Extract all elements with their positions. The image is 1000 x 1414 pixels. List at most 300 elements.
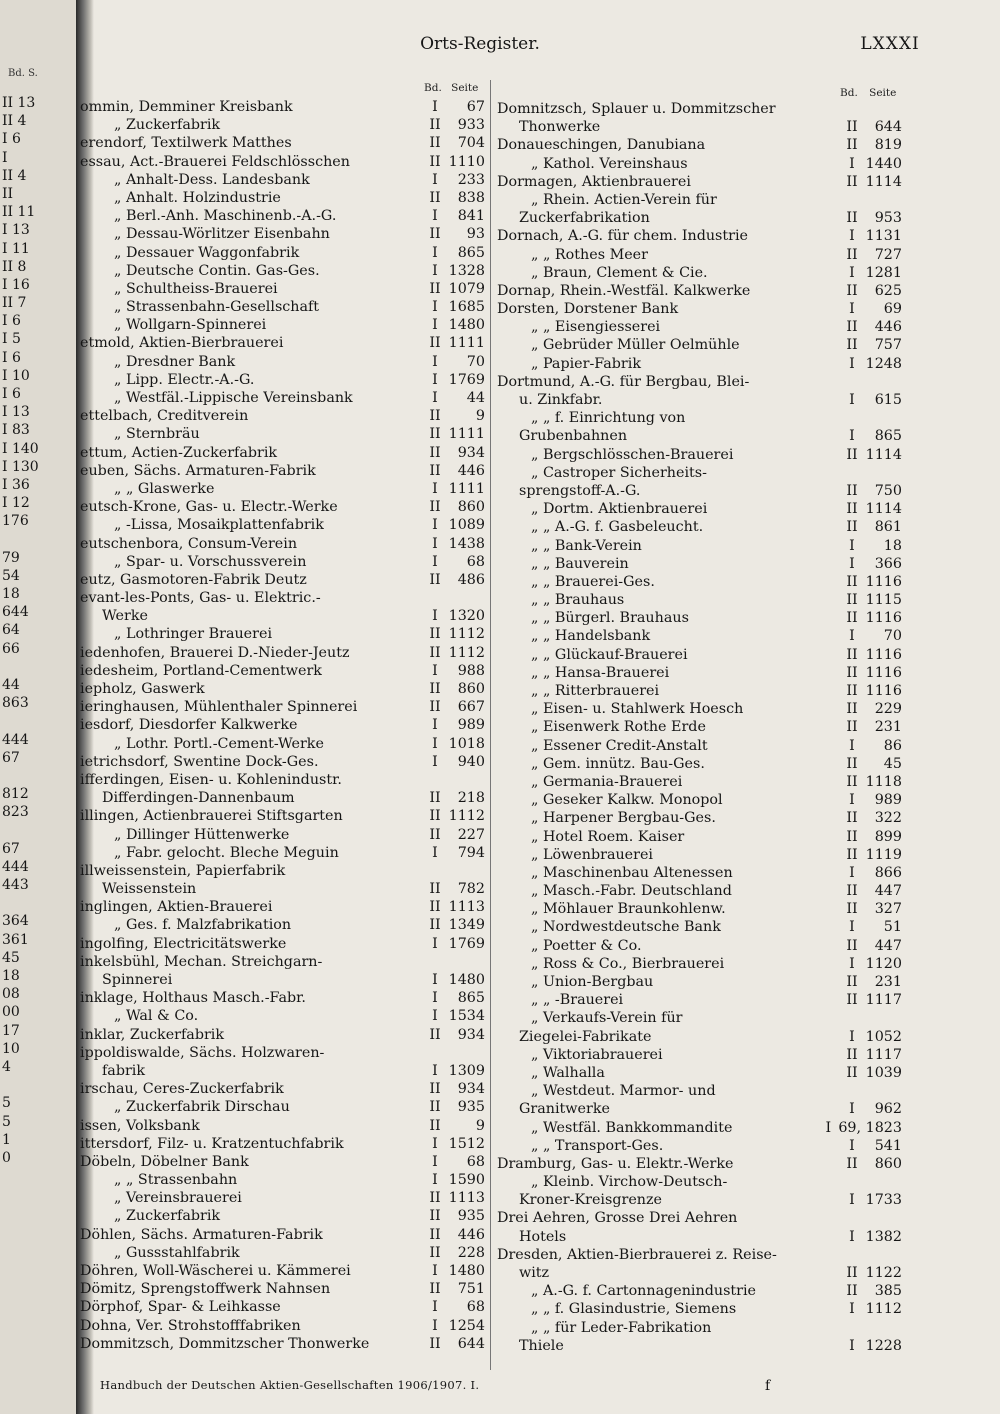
previous-page-line: I 83 — [2, 422, 30, 439]
index-entry — [80, 862, 485, 880]
entry-name: illweissenstein, Papierfabrik — [80, 862, 286, 879]
previous-page-line: I 6 — [2, 349, 21, 366]
entry-name: „ A.-G. f. Cartonnagenindustrie — [531, 1283, 757, 1300]
entry-volume: II — [846, 592, 858, 609]
entry-page: 1116 — [865, 573, 902, 590]
entry-page: 704 — [457, 135, 485, 152]
index-entry — [80, 644, 485, 662]
entry-page: 446 — [457, 462, 485, 479]
entry-volume: I — [849, 1028, 855, 1045]
entry-page: 861 — [874, 519, 902, 536]
index-entry — [497, 1282, 902, 1300]
footer-text: Handbuch der Deutschen Aktien-Gesellschaften 1906/1907. I. — [100, 1378, 480, 1392]
index-entry — [497, 227, 902, 245]
previous-page-line: II 8 — [2, 258, 27, 275]
index-entry — [497, 155, 902, 173]
entry-page: 1116 — [865, 664, 902, 681]
index-entry — [497, 136, 902, 154]
entry-volume: I — [432, 299, 438, 316]
entry-volume: II — [429, 808, 441, 825]
index-entry — [80, 316, 485, 334]
entry-volume: I — [432, 480, 438, 497]
previous-page-line: 176 — [2, 513, 29, 530]
index-entry — [80, 535, 485, 553]
entry-volume: I — [432, 717, 438, 734]
page-number: LXXXI — [860, 34, 920, 54]
entry-name: fabrik — [102, 1062, 146, 1079]
entry-page: 934 — [457, 1081, 485, 1098]
entry-volume: I — [432, 1062, 438, 1079]
entry-page: 989 — [457, 717, 485, 734]
entry-volume: II — [846, 446, 858, 463]
index-entry — [497, 882, 902, 900]
entry-volume: I — [432, 517, 438, 534]
entry-name: inglingen, Aktien-Brauerei — [80, 899, 273, 916]
entry-name: „ „ Hansa-Brauerei — [531, 664, 670, 681]
index-entry — [497, 555, 902, 573]
entry-volume: I — [849, 392, 855, 408]
index-entry — [80, 1117, 485, 1135]
previous-page-line — [2, 531, 76, 549]
entry-volume: I — [849, 919, 855, 936]
entry-name: Dornap, Rhein.-Westfäl. Kalkwerke — [497, 282, 751, 299]
entry-page: 935 — [457, 1099, 485, 1116]
entry-page: 866 — [874, 864, 902, 881]
entry-volume: I — [432, 208, 438, 225]
entry-page: 366 — [874, 555, 902, 572]
entry-volume: II — [429, 1190, 441, 1207]
entry-page: 51 — [883, 919, 902, 936]
entry-page: 18 — [883, 537, 902, 554]
entry-page: 644 — [874, 119, 902, 136]
entry-name: sprengstoff-A.-G. — [519, 482, 641, 499]
entry-volume: I — [432, 1135, 438, 1152]
index-entry — [80, 1262, 485, 1280]
entry-page: 1382 — [865, 1228, 902, 1245]
index-entry — [497, 864, 902, 882]
previous-page-line: 64 — [2, 622, 20, 639]
entry-page: 1438 — [448, 535, 485, 552]
entry-volume: II — [429, 1226, 441, 1243]
entry-page: 1018 — [448, 735, 485, 752]
index-entry — [497, 609, 902, 627]
entry-name: etmold, Aktien-Bierbrauerei — [80, 335, 284, 352]
entry-volume: II — [846, 901, 858, 918]
index-entry — [497, 900, 902, 918]
entry-name: Drei Aehren, Grosse Drei Aehren — [497, 1210, 738, 1227]
entry-volume: II — [429, 462, 441, 479]
index-entry — [80, 371, 485, 389]
entry-name: „ Schultheiss-Brauerei — [114, 280, 278, 297]
entry-name: „ Braun, Clement & Cie. — [531, 264, 708, 281]
index-entry — [80, 389, 485, 407]
entry-name: Weissenstein — [102, 881, 197, 898]
signature-mark: f — [765, 1378, 771, 1394]
entry-name: „ Sternbräu — [114, 426, 200, 443]
entry-page: 69 — [883, 301, 902, 318]
entry-name: „ „ für Leder-Fabrikation — [531, 1319, 712, 1336]
seite-header: Seite — [451, 82, 479, 94]
seite-header: Seite — [869, 87, 897, 99]
entry-name: „ „ Bürgerl. Brauhaus — [531, 610, 689, 627]
entry-page: 486 — [457, 571, 485, 588]
index-entry — [80, 571, 485, 589]
entry-name: Werke — [102, 608, 148, 625]
entry-page: 1111 — [448, 335, 485, 352]
entry-page: 757 — [874, 337, 902, 354]
entry-page: 782 — [457, 881, 485, 898]
entry-name: „ Dessauer Waggonfabrik — [114, 244, 300, 261]
previous-page-line: 1 — [2, 1131, 11, 1148]
index-entry — [80, 189, 485, 207]
entry-name: inklar, Zuckerfabrik — [80, 1026, 225, 1043]
entry-volume: II — [429, 699, 441, 716]
entry-volume: I — [432, 99, 438, 115]
entry-volume: I — [849, 737, 855, 754]
entry-name: iesdorf, Diesdorfer Kalkwerke — [80, 717, 298, 734]
entry-volume: II — [846, 664, 858, 681]
entry-name: Dömitz, Sprengstoffwerk Nahnsen — [80, 1281, 331, 1298]
index-entry — [497, 846, 902, 864]
entry-volume: II — [846, 1046, 858, 1063]
entry-volume: I — [849, 955, 855, 972]
index-entry — [80, 989, 485, 1007]
index-entry — [80, 916, 485, 934]
index-entry — [497, 464, 902, 482]
index-entry — [497, 1119, 902, 1137]
entry-page: 865 — [457, 244, 485, 261]
entry-page: 1534 — [448, 1008, 485, 1025]
index-entry — [497, 373, 902, 391]
index-entry — [497, 664, 902, 682]
previous-page-column — [2, 94, 76, 1331]
index-entry — [80, 662, 485, 680]
previous-page-line: 4 — [2, 1058, 11, 1075]
entry-name: Dörphof, Spar- & Leihkasse — [80, 1299, 281, 1316]
index-entry — [80, 1026, 485, 1044]
index-entry — [80, 1317, 485, 1335]
entry-name: „ „ Eisengiesserei — [531, 319, 661, 336]
entry-name: Spinnerei — [102, 972, 173, 988]
previous-page-line — [2, 712, 76, 730]
previous-page-line: II 4 — [2, 167, 27, 184]
previous-page-line: I 5 — [2, 331, 21, 348]
entry-name: ommin, Demminer Kreisbank — [80, 99, 293, 115]
previous-page-line: 644 — [2, 604, 29, 621]
entry-volume: I — [432, 317, 438, 334]
index-entry — [497, 246, 902, 264]
index-entry — [80, 1135, 485, 1153]
entry-volume: I — [849, 1137, 855, 1154]
entry-volume: II — [846, 1283, 858, 1300]
entry-volume: II — [846, 519, 858, 536]
previous-page-strip — [0, 0, 78, 1414]
entry-page: 233 — [457, 171, 485, 188]
index-entry — [80, 462, 485, 480]
entry-name: Grubenbahnen — [519, 428, 628, 445]
entry-volume: I — [432, 244, 438, 261]
entry-name: „ „ Brauerei-Ges. — [531, 573, 655, 590]
entry-volume: II — [429, 408, 441, 425]
entry-name: witz — [519, 1265, 550, 1281]
entry-name: „ Eisen- u. Stahlwerk Hoesch — [531, 701, 744, 718]
entry-name: „ Kathol. Vereinshaus — [531, 155, 688, 172]
entry-volume: II — [429, 1026, 441, 1043]
entry-volume: II — [846, 701, 858, 718]
entry-name: „ Zuckerfabrik — [114, 117, 221, 134]
entry-page: 1281 — [865, 264, 902, 281]
index-entry — [80, 153, 485, 171]
index-entry — [80, 334, 485, 352]
index-entry — [80, 680, 485, 698]
index-entry — [80, 171, 485, 189]
entry-volume: I — [432, 608, 438, 625]
entry-page: 68 — [466, 1299, 485, 1316]
entry-name: Hotels — [519, 1228, 567, 1245]
previous-page-line: II — [2, 185, 14, 202]
entry-volume: I — [849, 792, 855, 809]
previous-page-line — [2, 1185, 76, 1203]
previous-page-line — [2, 1240, 76, 1258]
entry-page: 934 — [457, 1026, 485, 1043]
entry-page: 615 — [874, 392, 902, 408]
entry-volume: II — [429, 1099, 441, 1116]
entry-volume: II — [429, 1335, 441, 1352]
entry-page: 819 — [874, 137, 902, 154]
index-entry — [80, 1207, 485, 1225]
index-entry — [80, 244, 485, 262]
index-entry — [80, 298, 485, 316]
entry-page: 727 — [874, 246, 902, 263]
entry-volume: II — [429, 1117, 441, 1134]
entry-volume: II — [846, 1265, 858, 1281]
entry-volume: II — [846, 119, 858, 136]
index-entry — [497, 1155, 902, 1173]
entry-page: 1119 — [865, 846, 902, 863]
entry-name: „ Dortm. Aktienbrauerei — [531, 501, 708, 518]
index-entry — [497, 391, 902, 409]
entry-volume: II — [429, 135, 441, 152]
entry-page: 1120 — [865, 955, 902, 972]
previous-page-line: I — [2, 149, 8, 166]
entry-name: eutsch-Krone, Gas- u. Electr.-Werke — [80, 499, 338, 516]
entry-page: 667 — [457, 699, 485, 716]
entry-name: „ Dresdner Bank — [114, 353, 236, 370]
entry-name: „ Papier-Fabrik — [531, 355, 641, 372]
previous-page-line: 54 — [2, 567, 20, 584]
entry-volume: II — [846, 683, 858, 699]
entry-volume: II — [429, 1281, 441, 1298]
entry-name: „ Eisenwerk Rothe Erde — [531, 719, 706, 736]
previous-page-line: 67 — [2, 749, 20, 766]
entry-page: 988 — [457, 662, 485, 679]
index-entry — [80, 935, 485, 953]
entry-name: „ Viktoriabrauerei — [531, 1046, 663, 1063]
entry-volume: II — [429, 189, 441, 206]
previous-page-line — [2, 1167, 76, 1185]
previous-page-line — [2, 1203, 76, 1221]
entry-page: 86 — [883, 737, 902, 754]
entry-volume: II — [846, 482, 858, 499]
entry-page: 541 — [874, 1137, 902, 1154]
entry-volume: I — [432, 262, 438, 279]
entry-page: 1079 — [448, 280, 485, 297]
previous-page-line: 17 — [2, 1022, 20, 1039]
index-entry — [497, 173, 902, 191]
index-entry — [497, 591, 902, 609]
index-entry — [80, 425, 485, 443]
index-entry — [80, 789, 485, 807]
index-entry — [497, 1191, 902, 1209]
entry-volume: II — [429, 426, 441, 443]
entry-name: eutschenbora, Consum-Verein — [80, 535, 298, 552]
entry-name: „ Westdeut. Marmor- und — [531, 1083, 716, 1100]
entry-name: Differdingen-Dannenbaum — [102, 790, 295, 807]
entry-page: 1110 — [448, 153, 485, 170]
entry-page: 231 — [874, 974, 902, 990]
entry-volume: II — [846, 883, 858, 900]
entry-volume: II — [429, 335, 441, 352]
index-entry — [80, 1244, 485, 1262]
entry-page: 1118 — [865, 773, 902, 790]
entry-page: 1309 — [448, 1062, 485, 1079]
entry-name: Thonwerke — [519, 119, 601, 136]
entry-volume: II — [846, 810, 858, 827]
entry-volume: I — [849, 1337, 855, 1354]
entry-name: „ Lothringer Brauerei — [114, 626, 273, 643]
entry-page: 962 — [874, 1101, 902, 1118]
entry-page: 953 — [874, 210, 902, 227]
entry-page: 865 — [457, 990, 485, 1007]
index-entry — [80, 280, 485, 298]
entry-volume: II — [846, 319, 858, 336]
entry-name: „ „ Ritterbrauerei — [531, 683, 660, 699]
left-column — [80, 98, 485, 1353]
index-entry — [497, 773, 902, 791]
entry-name: Thiele — [519, 1337, 564, 1354]
previous-page-line: 18 — [2, 586, 20, 603]
index-entry — [80, 516, 485, 534]
entry-name: ingolfing, Electricitätswerke — [80, 935, 287, 952]
entry-volume: I — [432, 353, 438, 370]
entry-name: „ Strassenbahn-Gesellschaft — [114, 299, 320, 316]
index-entry — [497, 446, 902, 464]
entry-volume: I — [432, 1153, 438, 1170]
entry-page: 385 — [874, 1283, 902, 1300]
entry-volume: I — [849, 628, 855, 645]
index-entry — [497, 336, 902, 354]
entry-name: „ Westfäl.-Lippische Vereinsbank — [114, 390, 353, 406]
entry-page: 860 — [457, 499, 485, 516]
entry-page: 1349 — [448, 917, 485, 934]
index-entry — [497, 318, 902, 336]
entry-name: „ Zuckerfabrik Dirschau — [114, 1099, 290, 1116]
entry-volume: I — [432, 935, 438, 952]
entry-volume: II — [846, 1064, 858, 1081]
entry-name: issen, Volksbank — [80, 1117, 200, 1134]
entry-volume: I — [849, 155, 855, 172]
entry-volume: II — [429, 681, 441, 697]
index-entry — [80, 1098, 485, 1116]
entry-name: „ „ Glückauf-Brauerei — [531, 646, 688, 663]
right-column-header — [840, 87, 896, 99]
entry-page: 1117 — [865, 1046, 902, 1063]
previous-page-line: 443 — [2, 877, 29, 894]
index-entry — [497, 482, 902, 500]
entry-volume: II — [429, 226, 441, 243]
previous-page-line: I 16 — [2, 276, 30, 293]
entry-volume: II — [429, 881, 441, 898]
entry-name: Dorsten, Dorstener Bank — [497, 301, 679, 318]
entry-name: Döhlen, Sächs. Armaturen-Fabrik — [80, 1226, 323, 1243]
entry-volume: I — [825, 1119, 832, 1136]
entry-name: „ „ Brauhaus — [531, 592, 625, 609]
entry-name: „ Vereinsbrauerei — [114, 1190, 242, 1207]
entry-page: 1512 — [448, 1135, 485, 1152]
entry-page: 446 — [457, 1226, 485, 1243]
entry-name: Ziegelei-Fabrikate — [519, 1028, 652, 1045]
previous-page-line — [2, 1313, 76, 1331]
entry-volume: II — [846, 173, 858, 190]
index-entry — [497, 1173, 902, 1191]
entry-name: „ Ges. f. Malzfabrikation — [114, 917, 292, 934]
previous-page-line: 66 — [2, 640, 20, 657]
previous-page-line — [2, 1222, 76, 1240]
entry-name: ettum, Actien-Zuckerfabrik — [80, 444, 278, 461]
entry-name: „ Deutsche Contin. Gas-Ges. — [114, 262, 320, 279]
entry-name: iedesheim, Portland-Cementwerk — [80, 662, 322, 679]
entry-volume: II — [846, 755, 858, 772]
index-entry — [80, 844, 485, 862]
entry-page: 1122 — [865, 1265, 902, 1281]
entry-volume: I — [432, 1008, 438, 1025]
entry-volume: II — [846, 828, 858, 845]
previous-page-line: 863 — [2, 695, 29, 712]
entry-page: 1320 — [448, 608, 485, 625]
bd-header: Bd. — [424, 82, 442, 94]
index-entry — [80, 134, 485, 152]
entry-page: 1089 — [448, 517, 485, 534]
entry-page: 933 — [457, 117, 485, 134]
entry-name: „ „ Glaswerke — [114, 480, 215, 497]
previous-page-line: 823 — [2, 804, 29, 821]
index-entry — [497, 427, 902, 445]
entry-name: u. Zinkfabr. — [519, 392, 603, 408]
entry-volume: II — [429, 280, 441, 297]
index-entry — [497, 682, 902, 700]
entry-volume: I — [432, 1299, 438, 1316]
previous-page-line: 812 — [2, 786, 29, 803]
entry-name: „ Union-Bergbau — [531, 974, 654, 990]
entry-name: „ Ross & Co., Bierbrauerei — [531, 955, 725, 972]
previous-page-line: I 12 — [2, 495, 30, 512]
entry-page: 70 — [883, 628, 902, 645]
index-entry — [80, 1280, 485, 1298]
entry-page: 68 — [466, 1153, 485, 1170]
index-entry — [497, 264, 902, 282]
entry-name: essau, Act.-Brauerei Feldschlösschen — [80, 153, 350, 170]
index-entry — [80, 407, 485, 425]
entry-name: „ Anhalt-Dess. Landesbank — [114, 171, 310, 188]
entry-page: 935 — [457, 1208, 485, 1225]
entry-page: 1112 — [448, 644, 485, 661]
entry-volume: I — [432, 535, 438, 552]
entry-volume: II — [846, 573, 858, 590]
entry-volume: II — [846, 974, 858, 990]
entry-name: „ „ A.-G. f. Gasbeleucht. — [531, 519, 704, 536]
index-entry — [497, 828, 902, 846]
index-entry — [497, 300, 902, 318]
